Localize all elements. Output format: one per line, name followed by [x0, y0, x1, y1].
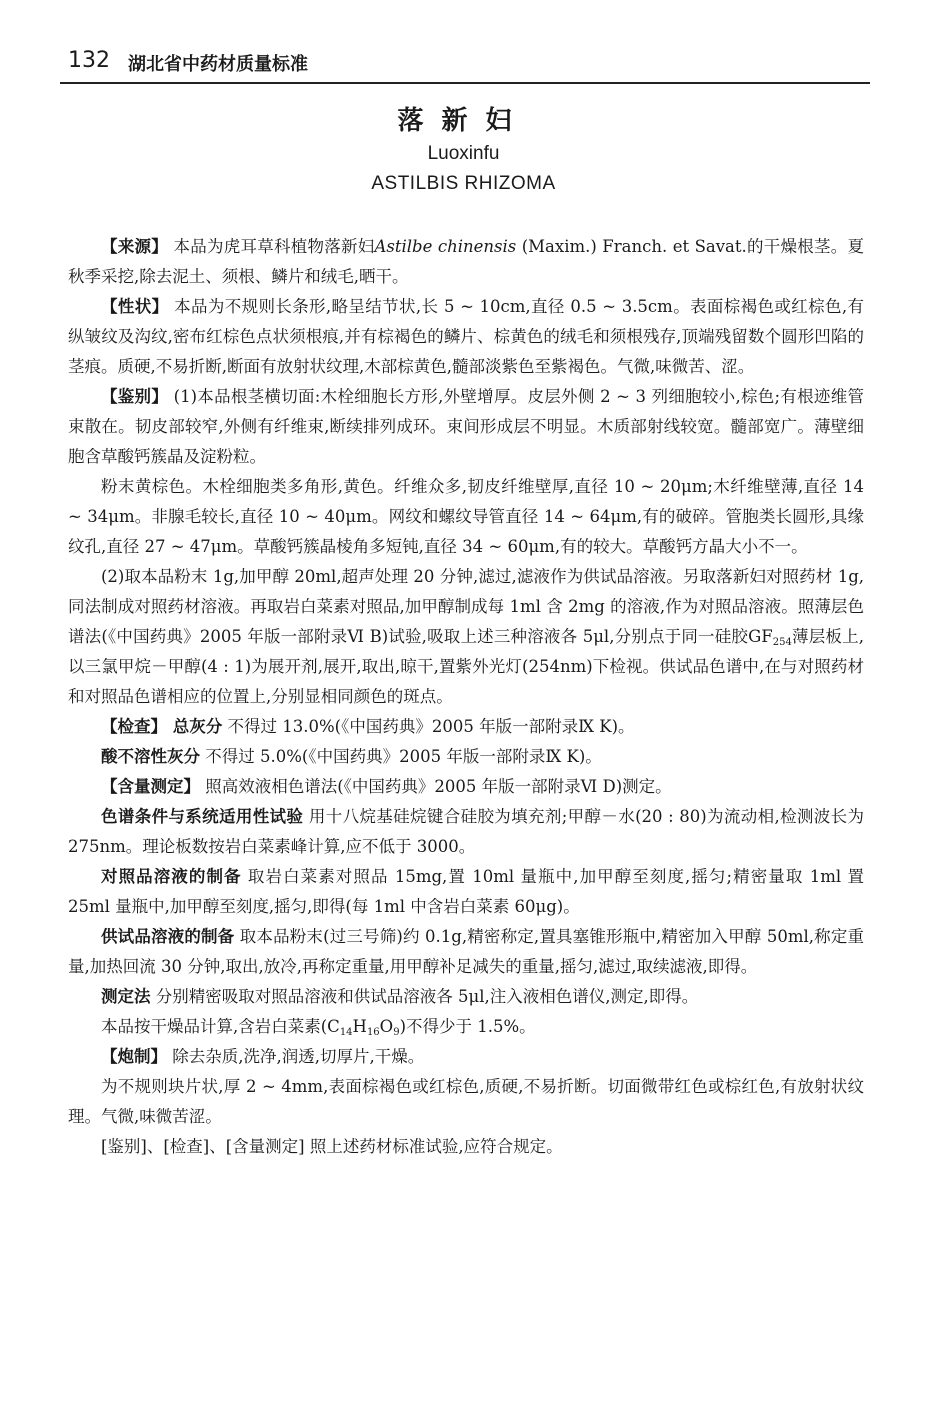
gf-subscript: 254: [772, 637, 792, 648]
identification-text-3-pre: (2)取本品粉末 1g,加甲醇 20ml,超声处理 20 分钟,滤过,滤液作为供试品溶液。另取落新妇对照药材 1g,同法制成对照药材溶液。再取岩白菜素对照品,加甲醇制成每 1ml 含 2mg 的溶液,作为对照品溶液。照薄层色谱法(《中国药典》2005 年版一部附录Ⅵ B)试验,吸取上述三种溶液各 5μl,分别点于同一硅胶GF: [68, 567, 864, 646]
reference-solution-text: 取岩白菜素对照品 15mg,置 10ml 量瓶中,加甲醇至刻度,摇匀;精密量取 1ml 置 25ml 量瓶中,加甲醇至刻度,摇匀,即得(每 1ml 中含岩白菜素 60μg)。: [68, 867, 864, 916]
identification-paragraph-1: [68, 382, 864, 472]
description-paragraph: [68, 292, 864, 382]
identification-label: 【鉴别】: [101, 387, 169, 406]
description-label: 【性状】: [101, 297, 169, 316]
chromatography-label: 色谱条件与系统适用性试验: [101, 807, 304, 826]
page-number: 132: [68, 48, 110, 73]
monograph-title-latin: ASTILBIS RHIZOMA: [371, 173, 556, 194]
species-name: Astilbe chinensis: [374, 237, 517, 256]
chromatography-text: 用十八烷基硅烷键合硅胶为填充剂;甲醇－水(20 : 80)为流动相,检测波长为 275nm。理论板数按岩白菜素峰计算,应不低于 3000。: [68, 807, 865, 856]
header-rule: [60, 82, 870, 84]
processed-description-paragraph: 为不规则块片状,厚 2 ~ 4mm,表面棕褐色或红棕色,质硬,不易折断。切面微带红色或棕红色,有放射状纹理。气微,味微苦涩。: [68, 1077, 864, 1126]
source-label: 【来源】: [101, 237, 168, 256]
test-solution-paragraph: [68, 922, 864, 982]
formula-h: H: [352, 1017, 367, 1036]
test-solution-text: 取本品粉末(过三号筛)约 0.1g,精密称定,置具塞锥形瓶中,精密加入甲醇 50ml,称定重量,加热回流 30 分钟,取出,放冷,再称定重量,用甲醇补足减失的重量,摇匀,滤过,取续滤液,即得。: [68, 927, 865, 976]
assay-intro: 照高效液相色谱法(《中国药典》2005 年版一部附录Ⅵ D)测定。: [200, 777, 672, 796]
formula-o: O: [379, 1017, 394, 1036]
book-title: 湖北省中药材质量标准: [128, 54, 308, 75]
formula-sub-c: 14: [339, 1027, 353, 1038]
identification-paragraph-3: [68, 562, 864, 712]
inspection-paragraph: [68, 712, 864, 742]
running-header: [60, 44, 860, 84]
assay-label: 【含量测定】: [101, 777, 200, 796]
total-ash-text: 不得过 13.0%(《中国药典》2005 年版一部附录Ⅸ K)。: [222, 717, 635, 736]
content-limit-paragraph: [68, 1012, 864, 1042]
acid-ash-label: 酸不溶性灰分: [101, 747, 200, 766]
formula-sub-h: 16: [366, 1027, 380, 1038]
monograph-title-chinese: 落新妇: [397, 106, 530, 136]
test-solution-label: 供试品溶液的制备: [101, 927, 235, 946]
acid-ash-paragraph: [68, 742, 864, 772]
method-text: 分别精密吸取对照品溶液和供试品溶液各 5μl,注入液相色谱仪,测定,即得。: [150, 987, 699, 1006]
limit-text-post: )不得少于 1.5%。: [399, 1017, 536, 1036]
processed-standards-paragraph: [鉴别]、[检查]、[含量测定] 照上述药材标准试验,应符合规定。: [101, 1137, 563, 1156]
method-label: 测定法: [101, 987, 151, 1006]
processing-paragraph: [68, 1042, 864, 1072]
source-text-post: (Maxim.) Franch. et Savat.的干燥根茎。夏秋季采挖,除去泥土、须根、鳞片和绒毛,晒干。: [68, 237, 865, 286]
limit-text-pre: 本品按干燥品计算,含岩白菜素(C: [101, 1017, 340, 1036]
assay-paragraph: [68, 772, 864, 802]
reference-solution-paragraph: [68, 862, 864, 922]
source-text-pre: 本品为虎耳草科植物落新妇: [168, 237, 375, 256]
description-text: 本品为不规则长条形,略呈结节状,长 5 ~ 10cm,直径 0.5 ~ 3.5cm。表面棕褐色或红棕色,有纵皱纹及沟纹,密布红棕色点状须根痕,并有棕褐色的鳞片、棕黄色的绒毛和须根残存,顶端残留数个圆形凹陷的茎痕。质硬,不易折断,断面有放射状纹理,木部棕黄色,髓部淡紫色至紫褐色。气微,味微苦、涩。: [68, 297, 865, 376]
source-paragraph: [68, 232, 864, 292]
reference-solution-label: 对照品溶液的制备: [101, 867, 242, 886]
monograph-title-pinyin: Luoxinfu: [427, 143, 500, 164]
chromatography-paragraph: [68, 802, 864, 862]
acid-ash-text: 不得过 5.0%(《中国药典》2005 年版一部附录Ⅸ K)。: [200, 747, 602, 766]
identification-text-3-post: 薄层板上,以三氯甲烷－甲醇(4 : 1)为展开剂,展开,取出,晾干,置紫外光灯(254nm)下检视。供试品色谱中,在与对照药材和对照品色谱相应的位置上,分别显相同颜色的斑点。: [68, 627, 864, 706]
processing-text: 除去杂质,洗净,润透,切厚片,干燥。: [167, 1047, 425, 1066]
formula-sub-o: 9: [393, 1027, 400, 1038]
method-paragraph: [68, 982, 864, 1012]
total-ash-label: 总灰分: [167, 717, 223, 736]
processing-label: 【炮制】: [101, 1047, 167, 1066]
identification-text-1: (1)本品根茎横切面:木栓细胞长方形,外壁增厚。皮层外侧 2 ~ 3 列细胞较小,棕色;有根迹维管束散在。韧皮部较窄,外侧有纤维束,断续排列成环。束间形成层不明显。木质部射线较宽。髓部宽广。薄壁细胞含草酸钙簇晶及淀粉粒。: [68, 387, 864, 466]
monograph-body: [68, 232, 864, 1162]
identification-paragraph-2: 粉末黄棕色。木栓细胞类多角形,黄色。纤维众多,韧皮纤维壁厚,直径 10 ~ 20μm;木纤维壁薄,直径 14 ~ 34μm。非腺毛较长,直径 10 ~ 40μm。网纹和螺纹导管直径 14 ~ 64μm,有的破碎。管胞类长圆形,具缘纹孔,直径 27 ~ 47μm。草酸钙簇晶棱角多短钝,直径 34 ~ 60μm,有的较大。草酸钙方晶大小不一。: [68, 477, 864, 556]
inspection-label: 【检查】: [101, 717, 167, 736]
